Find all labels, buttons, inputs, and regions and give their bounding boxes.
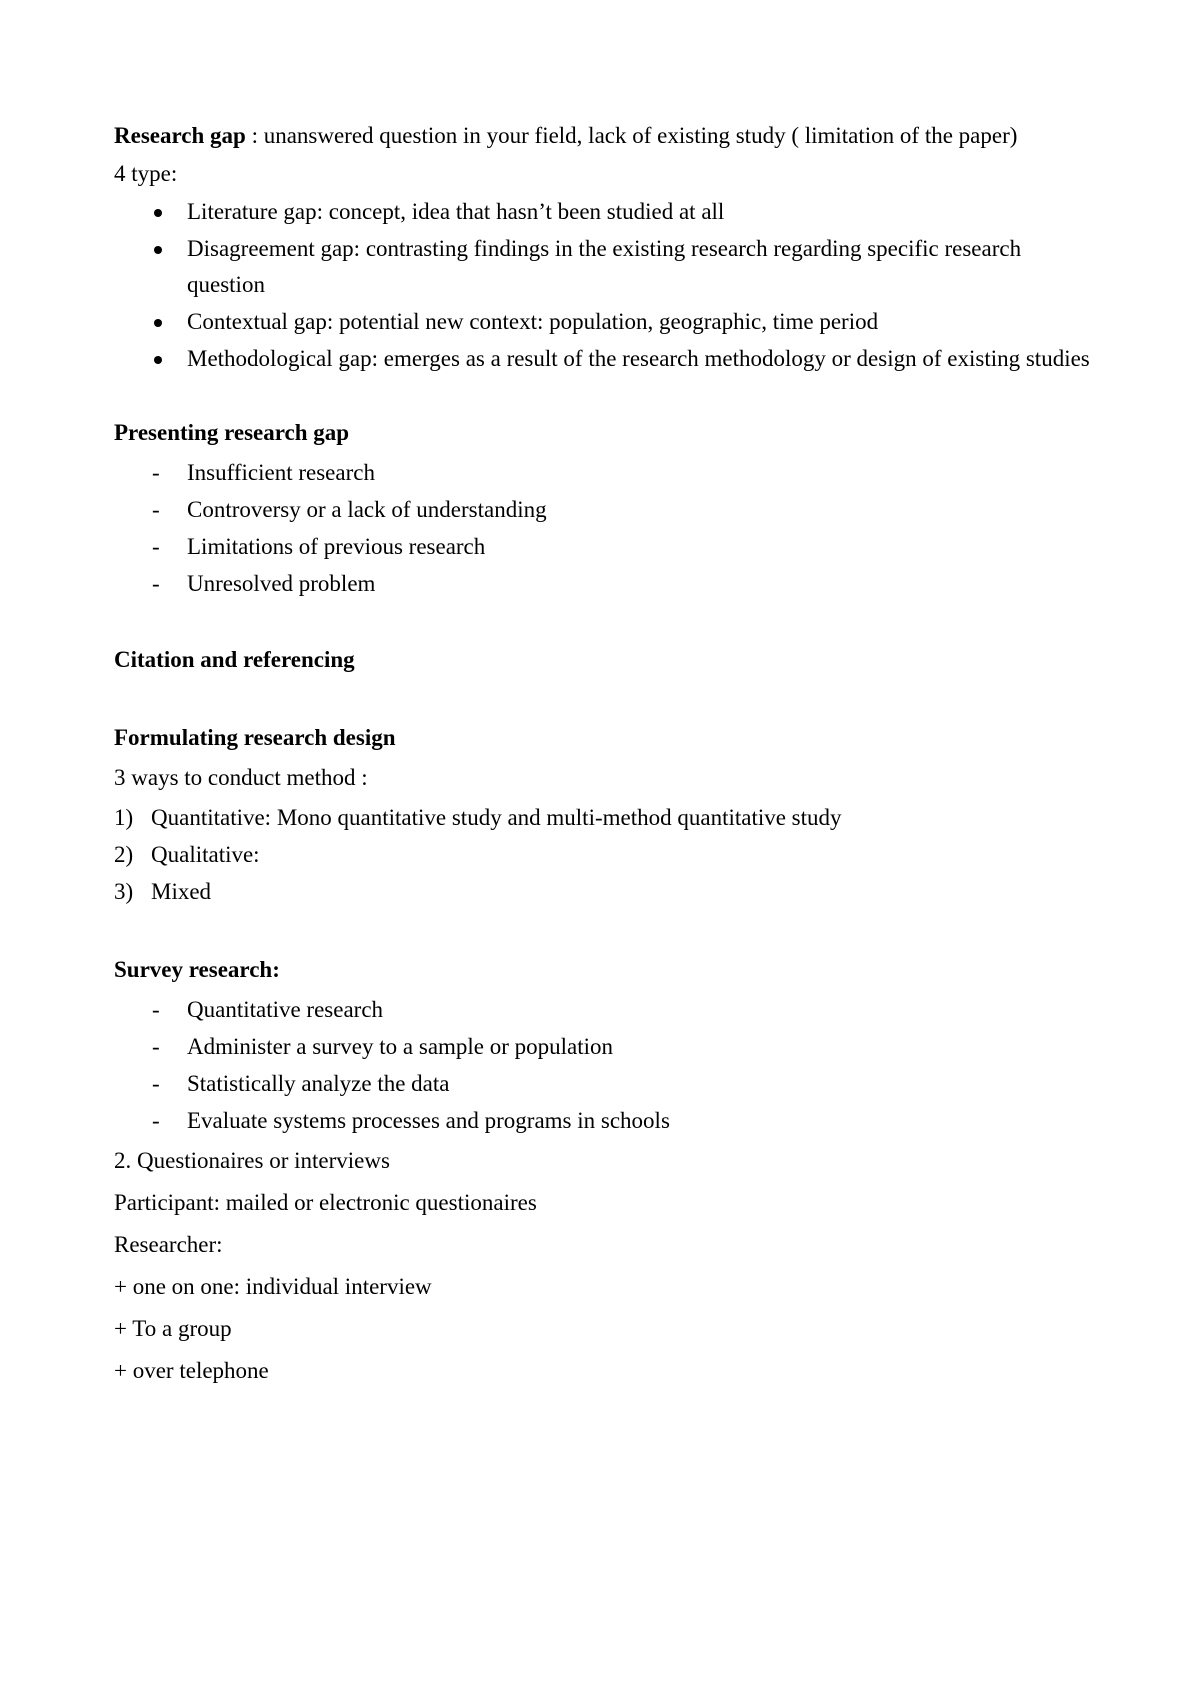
survey-heading: Survey research: — [114, 957, 280, 982]
research-gap-term: Research gap — [114, 123, 246, 148]
dash-marker: - — [152, 1034, 160, 1059]
presenting-heading: Presenting research gap — [114, 420, 350, 445]
dash-marker: - — [152, 497, 160, 522]
list-item: - Controversy or a lack of understanding — [114, 492, 1094, 528]
design-intro: 3 ways to conduct method : — [114, 765, 368, 790]
list-item: - Insufficient research — [114, 455, 1094, 491]
list-number: 1) — [114, 805, 134, 830]
list-item: Methodological gap: emerges as a result of the research methodology or design of existing studies — [114, 341, 1094, 377]
survey-line: 2. Questionaires or interviews — [114, 1148, 390, 1173]
list-item: - Quantitative research — [114, 992, 1094, 1028]
list-number: 3) — [114, 879, 134, 904]
list-item: - Statistically analyze the data — [114, 1066, 1094, 1102]
bullet-icon — [154, 319, 162, 327]
dash-marker: - — [152, 571, 160, 596]
bullet-icon — [154, 356, 162, 364]
list-item: 3) Mixed — [114, 874, 1094, 910]
types-intro: 4 type: — [114, 161, 178, 186]
list-item: 1) Quantitative: Mono quantitative study and multi-method quantitative study — [114, 800, 1094, 836]
list-item: - Evaluate systems processes and programs in schools — [114, 1103, 1094, 1139]
gap-types-list — [114, 194, 1094, 377]
survey-line: + over telephone — [114, 1358, 269, 1383]
design-heading: Formulating research design — [114, 725, 396, 750]
list-item: 2) Qualitative: — [114, 837, 1094, 873]
research-gap-definition-text: : unanswered question in your field, lack of existing study ( limitation of the paper) — [245, 123, 1018, 148]
survey-line: Participant: mailed or electronic questionaires — [114, 1190, 537, 1215]
list-item: - Limitations of previous research — [114, 529, 1094, 565]
list-item: - Unresolved problem — [114, 566, 1094, 602]
survey-line: + To a group — [114, 1316, 232, 1341]
list-item: Disagreement gap: contrasting findings in the existing research regarding specific research question — [114, 231, 1094, 303]
design-list — [114, 800, 1094, 910]
dash-marker: - — [152, 1108, 160, 1133]
dash-marker: - — [152, 534, 160, 559]
document-content — [114, 118, 1094, 1395]
bullet-icon — [154, 246, 162, 254]
research-gap-definition — [114, 118, 1094, 154]
list-item: Literature gap: concept, idea that hasn’t been studied at all — [114, 194, 1094, 230]
dash-marker: - — [152, 460, 160, 485]
survey-line: + one on one: individual interview — [114, 1274, 432, 1299]
survey-list — [114, 992, 1094, 1139]
dash-marker: - — [152, 997, 160, 1022]
list-item: - Administer a survey to a sample or population — [114, 1029, 1094, 1065]
survey-line: Researcher: — [114, 1232, 223, 1257]
list-number: 2) — [114, 842, 134, 867]
dash-marker: - — [152, 1071, 160, 1096]
bullet-icon — [154, 209, 162, 217]
citation-heading: Citation and referencing — [114, 647, 355, 672]
presenting-list — [114, 455, 1094, 602]
list-item: Contextual gap: potential new context: population, geographic, time period — [114, 304, 1094, 340]
